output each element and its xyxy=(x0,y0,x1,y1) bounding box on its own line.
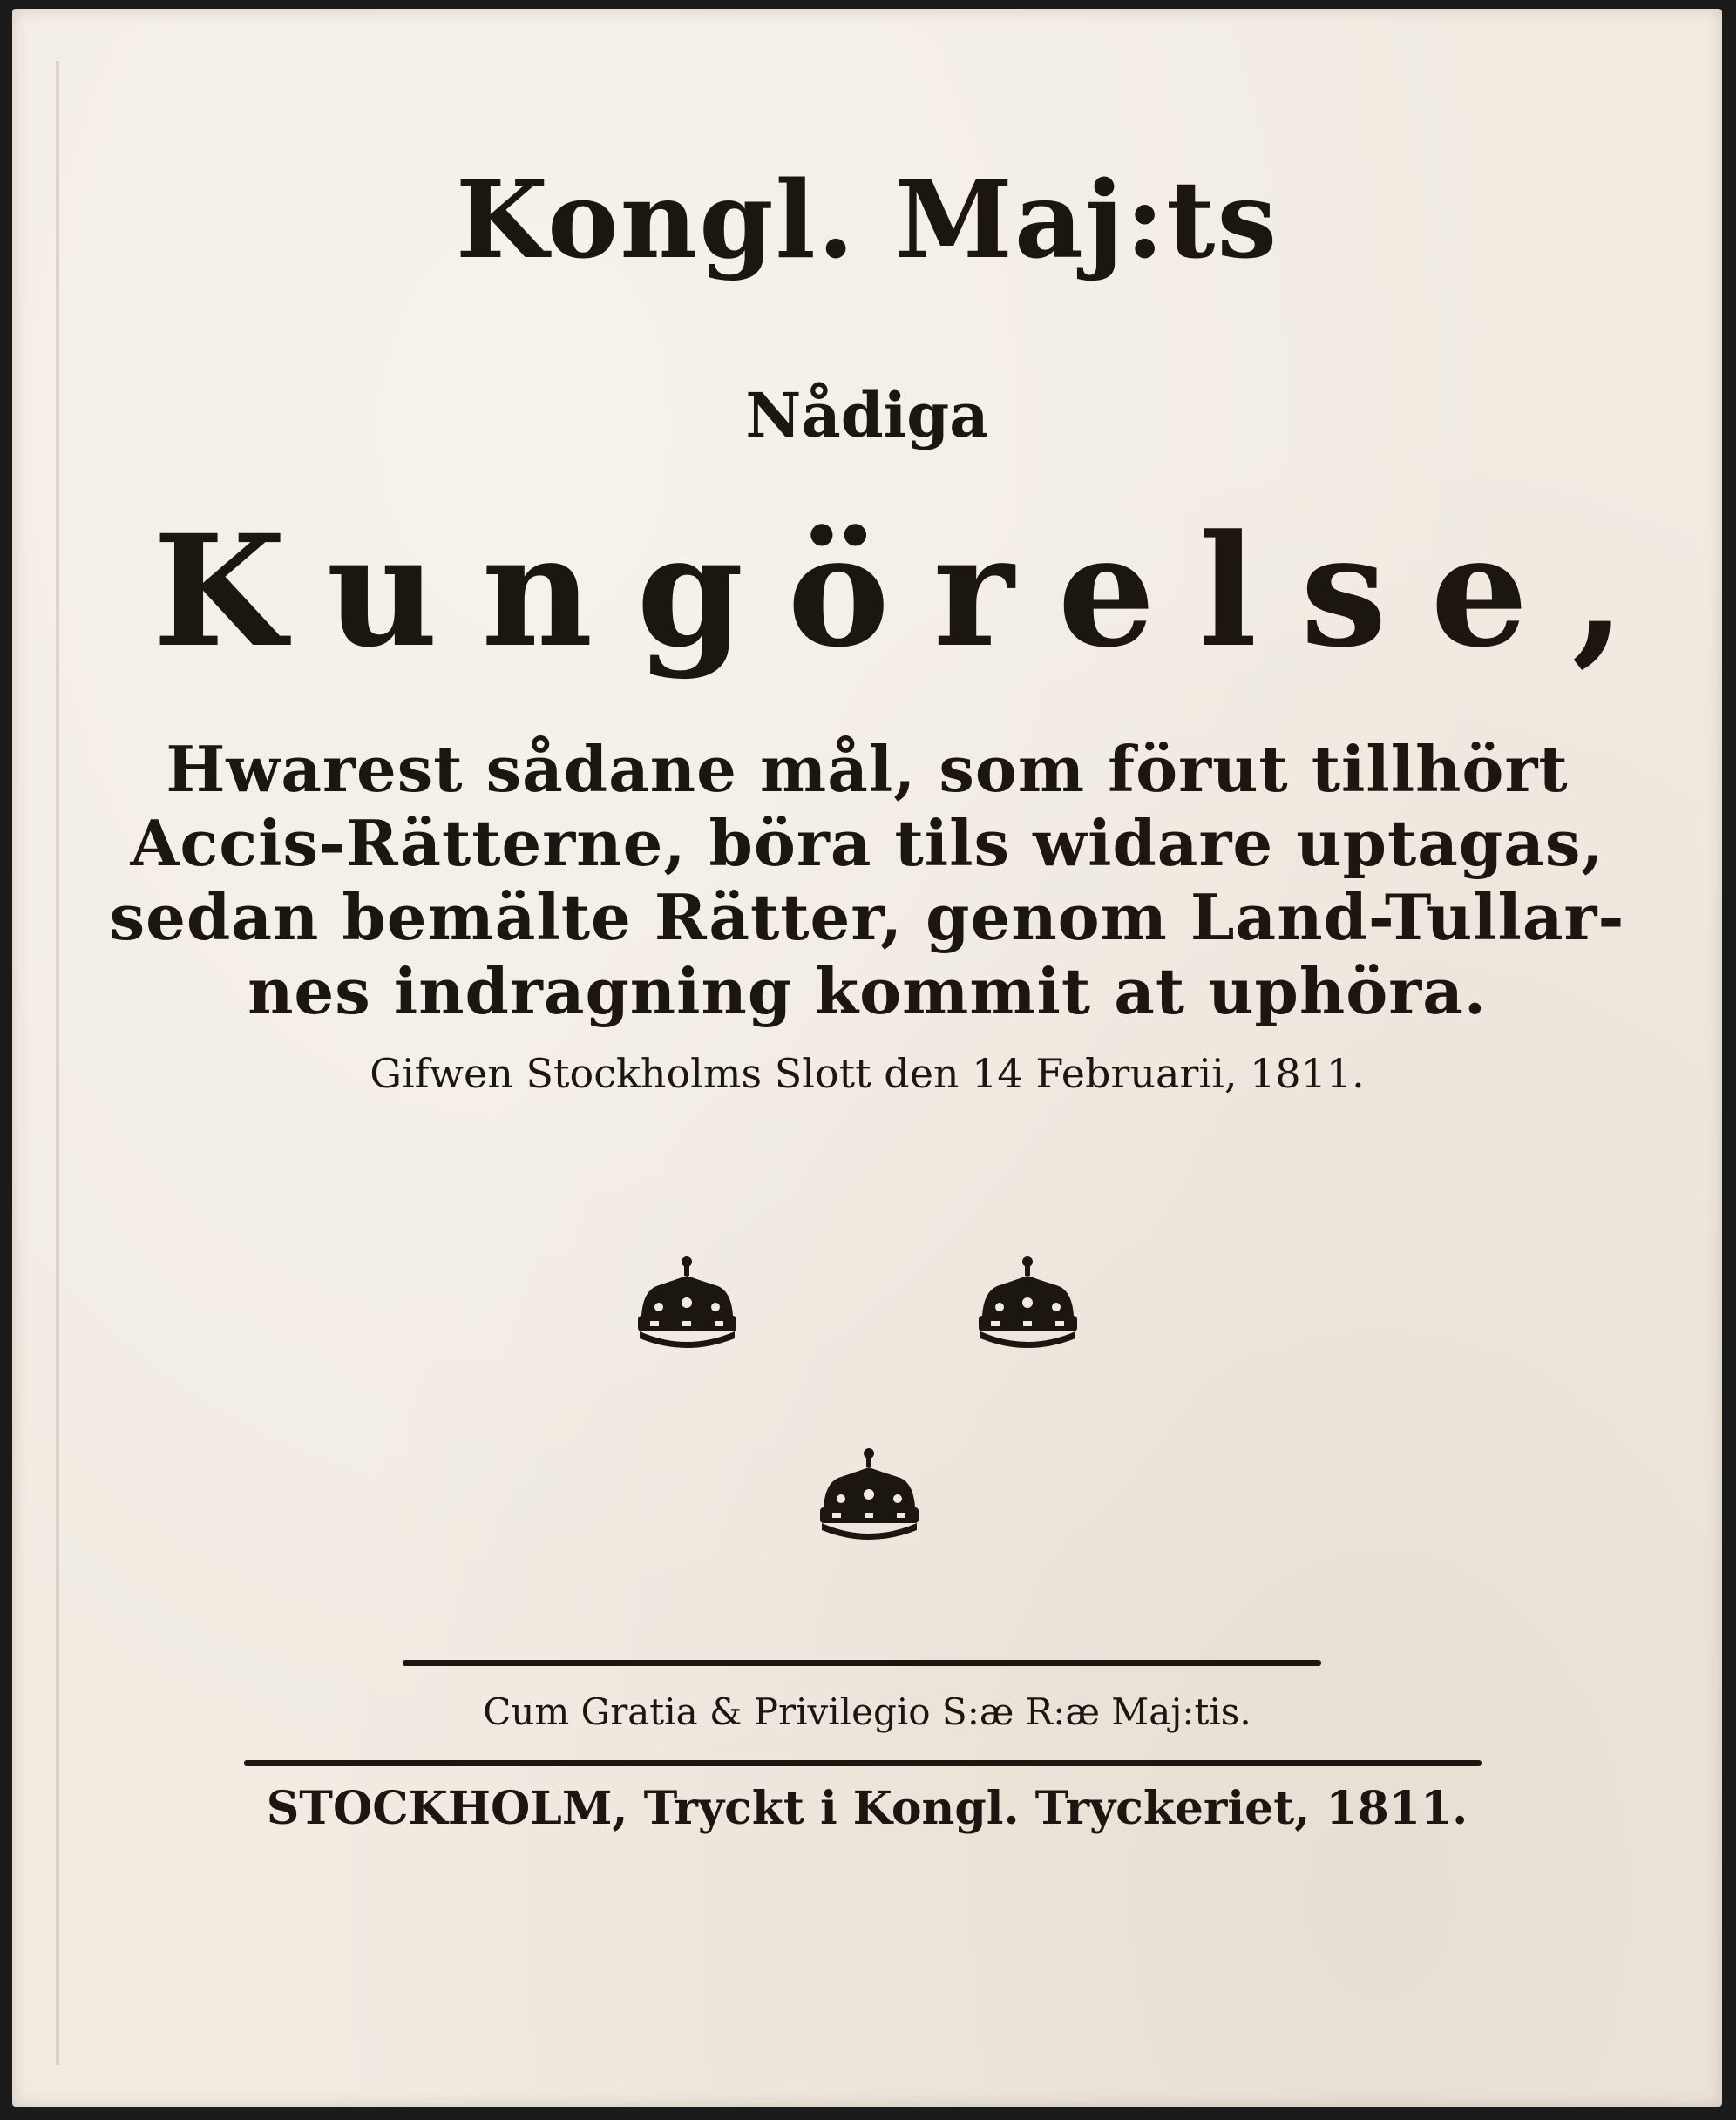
privilege-line: Cum Gratia & Privilegio S:æ R:æ Maj:tis. xyxy=(483,1690,1251,1733)
body-line-2: Accis-Rätterne, böra tils widare uptagas, xyxy=(130,806,1604,880)
dateline: Gifwen Stockholms Slott den 14 Februarii, 1811. xyxy=(370,1050,1365,1097)
body-line-4: nes indragning kommit at uphöra. xyxy=(248,954,1487,1028)
title-line-2: Nådiga xyxy=(745,379,989,451)
title-line-3: Kungörelse, xyxy=(153,501,1669,681)
crown-icon xyxy=(973,1255,1082,1351)
document-page xyxy=(12,9,1722,2107)
body-line-1: Hwarest sådane mål, som förut tillhört xyxy=(166,732,1569,806)
crown-icon xyxy=(633,1255,742,1351)
title-line-1: Kongl. Maj:ts xyxy=(455,157,1279,282)
divider-rule-top xyxy=(403,1660,1321,1666)
imprint-line: STOCKHOLM, Tryckt i Kongl. Tryckeriet, 1811. xyxy=(266,1782,1468,1835)
divider-rule-bottom xyxy=(244,1760,1482,1766)
crown-icon xyxy=(815,1446,924,1542)
body-line-3: sedan bemälte Rätter, genom Land-Tullar- xyxy=(109,880,1625,954)
